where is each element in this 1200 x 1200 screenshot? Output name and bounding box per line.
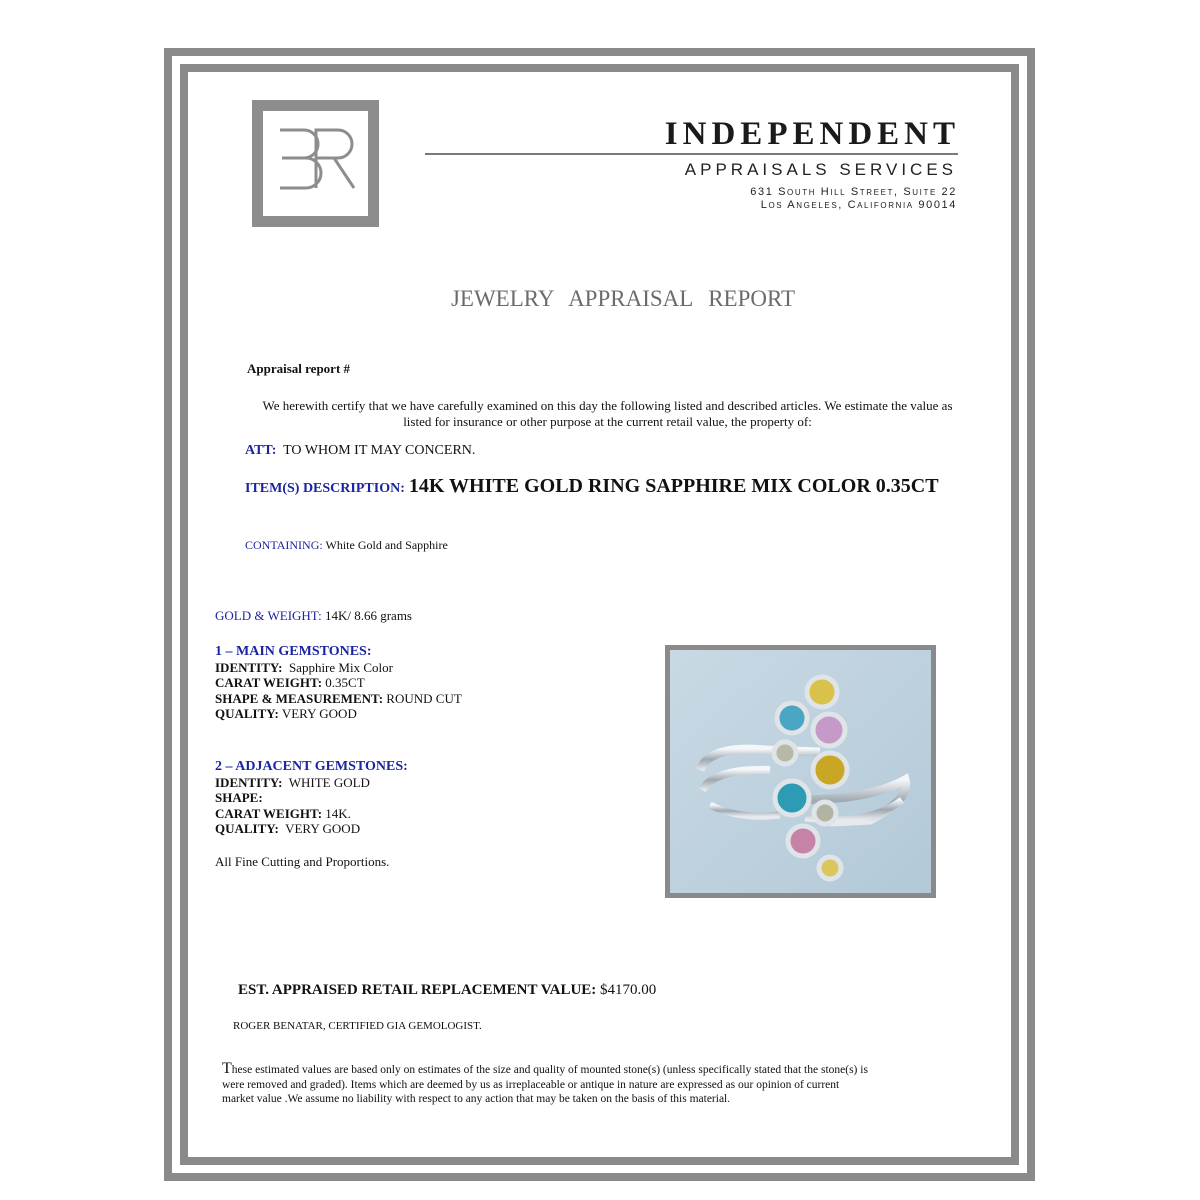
- adjacent-identity-label: IDENTITY:: [215, 774, 283, 790]
- report-title: JEWELRY APPRAISAL REPORT: [450, 286, 796, 311]
- gemologist-signature-line: ROGER BENATAR, CERTIFIED GIA GEMOLOGIST.: [233, 1020, 482, 1032]
- adjacent-carat-value: 14K.: [325, 805, 351, 821]
- main-quality-row: [215, 706, 462, 722]
- ring-photo: [670, 650, 931, 893]
- gold-weight-value: 14K/ 8.66 grams: [324, 608, 412, 623]
- att-label: ATT:: [245, 443, 277, 458]
- adjacent-shape-label: SHAPE:: [215, 790, 263, 806]
- main-carat-row: [215, 675, 462, 691]
- adjacent-shape-row: [215, 790, 408, 806]
- main-shape-row: [215, 691, 462, 707]
- estimated-value-line: [238, 982, 656, 999]
- disclaimer-line-3: market value .We assume no liability with respect to any action that may be taken on the basis of this material.: [222, 1093, 731, 1105]
- main-carat-value: 0.35CT: [325, 675, 365, 691]
- main-identity-label: IDENTITY:: [215, 659, 283, 675]
- att-line: [245, 443, 475, 459]
- address-line-2: Los Angeles, California 90014: [760, 199, 957, 211]
- containing-line: [245, 538, 448, 553]
- disclaimer-drop-cap: T: [222, 1060, 232, 1077]
- gold-weight-line: [215, 608, 412, 624]
- company-name: INDEPENDENT: [664, 116, 960, 152]
- main-gemstones-section: [215, 644, 462, 722]
- main-identity-value: Sapphire Mix Color: [288, 659, 393, 675]
- main-gemstones-heading: 1 – MAIN GEMSTONES:: [215, 644, 372, 659]
- certification-text: [235, 398, 980, 430]
- certification-line-1: We herewith certify that we have carefully examined on this day the following listed and described articles. We estimate the value as: [262, 398, 953, 413]
- item-description: [245, 475, 939, 498]
- ring-photo-image: [670, 650, 931, 893]
- certification-line-2: listed for insurance or other purpose at the current retail value, the property of:: [403, 414, 812, 429]
- company-subtitle: APPRAISALS SERVICES: [684, 160, 957, 179]
- gold-weight-label: GOLD & WEIGHT:: [215, 608, 322, 623]
- logo-label: Appraisal: [281, 200, 350, 215]
- header-divider: [425, 153, 958, 155]
- att-value: TO WHOM IT MAY CONCERN.: [283, 443, 476, 458]
- adjacent-identity-row: [215, 775, 408, 791]
- adjacent-quality-value: VERY GOOD: [285, 821, 361, 837]
- disclaimer-line-2: were removed and graded). Items which are deemed by us as irreplaceable or antique in nature are expressed as our opinion of current: [222, 1078, 840, 1091]
- adjacent-quality-row: [215, 821, 408, 837]
- adjacent-carat-row: [215, 806, 408, 822]
- disclaimer-text: [222, 1062, 922, 1107]
- estimated-value-amount: $4170.00: [600, 982, 657, 998]
- main-shape-label: SHAPE & MEASUREMENT:: [215, 690, 384, 706]
- item-description-value: 14K WHITE GOLD RING SAPPHIRE MIX COLOR 0.35CT: [408, 475, 939, 497]
- address-line-1: 631 South Hill Street, Suite 22: [750, 186, 957, 198]
- containing-value: White Gold and Sapphire: [325, 538, 448, 552]
- fine-cutting-note: All Fine Cutting and Proportions.: [215, 854, 390, 869]
- containing-label: CONTAINING:: [245, 538, 323, 552]
- company-address: [560, 186, 957, 212]
- main-identity-row: [215, 660, 462, 676]
- item-description-label: ITEM(S) DESCRIPTION:: [245, 481, 405, 496]
- disclaimer-line-1-text: hese estimated values are based only on estimates of the size and quality of mounted stone(s) (unless specifically stated that the stone(s) is: [231, 1064, 868, 1076]
- adjacent-quality-label: QUALITY:: [215, 821, 279, 837]
- br-logo-icon: [272, 122, 362, 192]
- main-quality-label: QUALITY:: [215, 706, 279, 722]
- main-quality-value: VERY GOOD: [281, 706, 357, 722]
- estimated-value-label: EST. APPRAISED RETAIL REPLACEMENT VALUE:: [238, 982, 597, 998]
- adjacent-gemstones-heading: 2 – ADJACENT GEMSTONES:: [215, 759, 408, 774]
- adjacent-carat-label: CARAT WEIGHT:: [215, 805, 323, 821]
- adjacent-identity-value: WHITE GOLD: [288, 774, 370, 790]
- disclaimer-line-1: [222, 1062, 922, 1078]
- adjacent-gemstones-section: [215, 759, 408, 837]
- appraisal-report-number: Appraisal report #: [247, 361, 351, 376]
- main-carat-label: CARAT WEIGHT:: [215, 675, 323, 691]
- main-shape-value: ROUND CUT: [386, 690, 462, 706]
